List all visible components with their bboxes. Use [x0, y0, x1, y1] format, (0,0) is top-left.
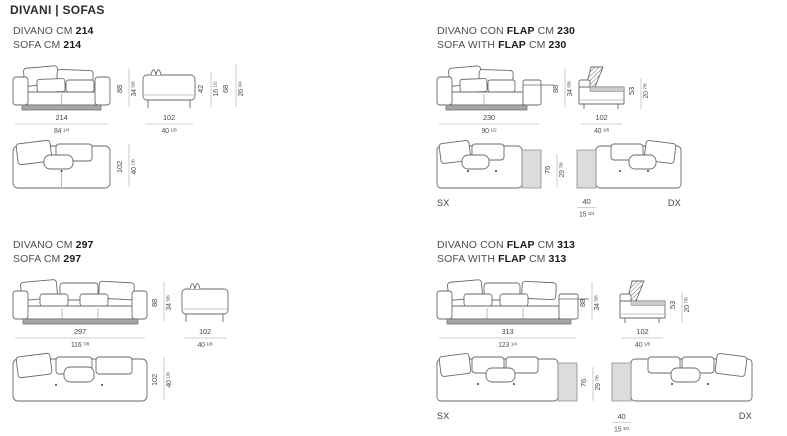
svg-text:88: 88: [115, 85, 124, 93]
svg-text:297/8: $29^{7/8}$: [595, 375, 602, 391]
dim-flap-depth: [543, 154, 566, 187]
svg-text:230: 230: [483, 113, 495, 122]
dim-height: [578, 282, 601, 321]
sofa-230-front-view: [437, 66, 554, 110]
sofa-297-side-view: [182, 284, 228, 322]
svg-text:401/8: $40^{1/8}$: [166, 372, 173, 388]
dx-label: DX: [667, 198, 681, 208]
svg-text:102: 102: [163, 113, 175, 122]
dim-height: [115, 68, 138, 107]
svg-text:297/8: $29^{7/8}$: [559, 162, 566, 178]
dim-arm-height: [221, 64, 245, 107]
dim-front-width: [15, 113, 108, 135]
svg-text:68: 68: [221, 85, 230, 93]
sofa-313-top-view-sx: [437, 353, 577, 401]
svg-text:313: 313: [501, 327, 514, 336]
dim-side-width: [184, 327, 226, 349]
section-313-drawings: [434, 272, 787, 436]
svg-text:161/2: $16^{1/2}$: [213, 81, 220, 97]
svg-text:263/4: $26^{3/4}$: [238, 81, 245, 97]
dim-flap-height: [627, 78, 650, 109]
title-italian: DIVANO CON FLAP CM 230: [437, 25, 575, 37]
dx-label: DX: [738, 411, 752, 421]
svg-text:153/4: 15 $^{3/4}$: [613, 426, 630, 434]
dim-front-width: [439, 327, 576, 349]
svg-text:345/8: $34^{5/8}$: [594, 295, 601, 311]
sofa-313-side-view: [620, 281, 665, 323]
svg-text:42: 42: [196, 85, 205, 93]
svg-text:53: 53: [627, 87, 636, 95]
svg-text:207/8: $20^{7/8}$: [684, 297, 691, 313]
dim-seat-height: [196, 72, 220, 107]
svg-text:40: 40: [617, 412, 626, 421]
svg-text:214: 214: [55, 113, 68, 122]
dim-flap-width: [577, 197, 596, 219]
page-header: DIVANI | SOFAS: [10, 3, 105, 17]
svg-text:153/4: 15 $^{3/4}$: [578, 211, 595, 219]
dim-flap-height: [668, 292, 691, 323]
sx-label: SX: [437, 411, 450, 421]
svg-text:1231/4: 123 $^{1/4}$: [498, 342, 517, 349]
sofa-230-top-view-dx: [577, 140, 681, 188]
dim-flap-depth: [579, 367, 602, 401]
svg-text:401/8: $40^{1/8}$: [131, 159, 138, 175]
sofa-313-top-view-dx: [612, 353, 752, 401]
svg-text:102: 102: [595, 113, 608, 122]
section-313-title: [437, 238, 575, 266]
svg-text:40: 40: [582, 197, 591, 206]
title-english: SOFA CM 297: [13, 253, 82, 265]
dim-front-width: [439, 113, 539, 135]
section-214-title: [13, 24, 93, 52]
dim-top-depth: [150, 357, 173, 400]
svg-text:345/8: $34^{5/8}$: [166, 295, 173, 311]
svg-text:297: 297: [74, 327, 86, 336]
section-214-drawings: [10, 58, 340, 208]
dim-top-depth: [115, 144, 138, 187]
svg-text:901/2: 90 $^{1/2}$: [481, 128, 497, 135]
svg-text:207/8: $20^{7/8}$: [643, 83, 650, 99]
dim-flap-width: [612, 412, 631, 434]
svg-text:345/8: $34^{5/8}$: [567, 81, 574, 97]
dim-front-width: [15, 327, 145, 349]
section-230-title: [437, 24, 575, 52]
svg-text:53: 53: [668, 301, 677, 309]
title-english: SOFA WITH FLAP CM 313: [437, 253, 567, 265]
sofa-297-top-view: [13, 353, 147, 401]
dim-side-width: [145, 113, 193, 135]
sofa-230-top-view-sx: [437, 140, 541, 188]
sofa-214-top-view: [13, 140, 110, 188]
dim-side-width: [622, 327, 663, 349]
svg-text:401/8: 40 $^{1/8}$: [634, 342, 651, 349]
svg-text:76: 76: [579, 379, 588, 387]
section-230-drawings: [434, 58, 787, 224]
sofa-214-front-view: [13, 66, 110, 110]
svg-text:102: 102: [636, 327, 649, 336]
dim-height: [150, 282, 173, 321]
title-english: SOFA CM 214: [13, 39, 82, 51]
sofa-214-side-view: [143, 70, 195, 108]
section-297-title: [13, 238, 93, 266]
title-italian: DIVANO CON FLAP CM 313: [437, 239, 575, 251]
dim-side-width: [581, 113, 622, 135]
title-italian: DIVANO CM 214: [13, 25, 94, 37]
sofa-230-side-view: [579, 67, 624, 109]
svg-text:841/4: 84 $^{1/4}$: [53, 128, 70, 135]
svg-text:1167/8: 116 $^{7/8}$: [70, 342, 90, 349]
dim-height: [551, 68, 574, 107]
title-italian: DIVANO CM 297: [13, 239, 94, 251]
svg-text:401/8: 40 $^{1/8}$: [593, 128, 610, 135]
svg-text:401/8: 40 $^{1/8}$: [197, 342, 213, 349]
svg-text:102: 102: [115, 161, 124, 173]
svg-text:345/8: $34^{5/8}$: [131, 81, 138, 97]
sx-label: SX: [437, 198, 450, 208]
svg-text:401/8: 40 $^{1/8}$: [161, 128, 177, 135]
svg-text:102: 102: [150, 374, 159, 386]
svg-text:88: 88: [551, 85, 560, 93]
svg-text:102: 102: [199, 327, 211, 336]
svg-text:88: 88: [578, 299, 587, 307]
section-297-drawings: [10, 272, 340, 422]
svg-text:76: 76: [543, 166, 552, 174]
sofa-297-front-view: [13, 279, 147, 324]
sofa-313-front-view: [437, 280, 589, 324]
title-english: SOFA WITH FLAP CM 230: [437, 39, 567, 51]
svg-text:88: 88: [150, 299, 159, 307]
